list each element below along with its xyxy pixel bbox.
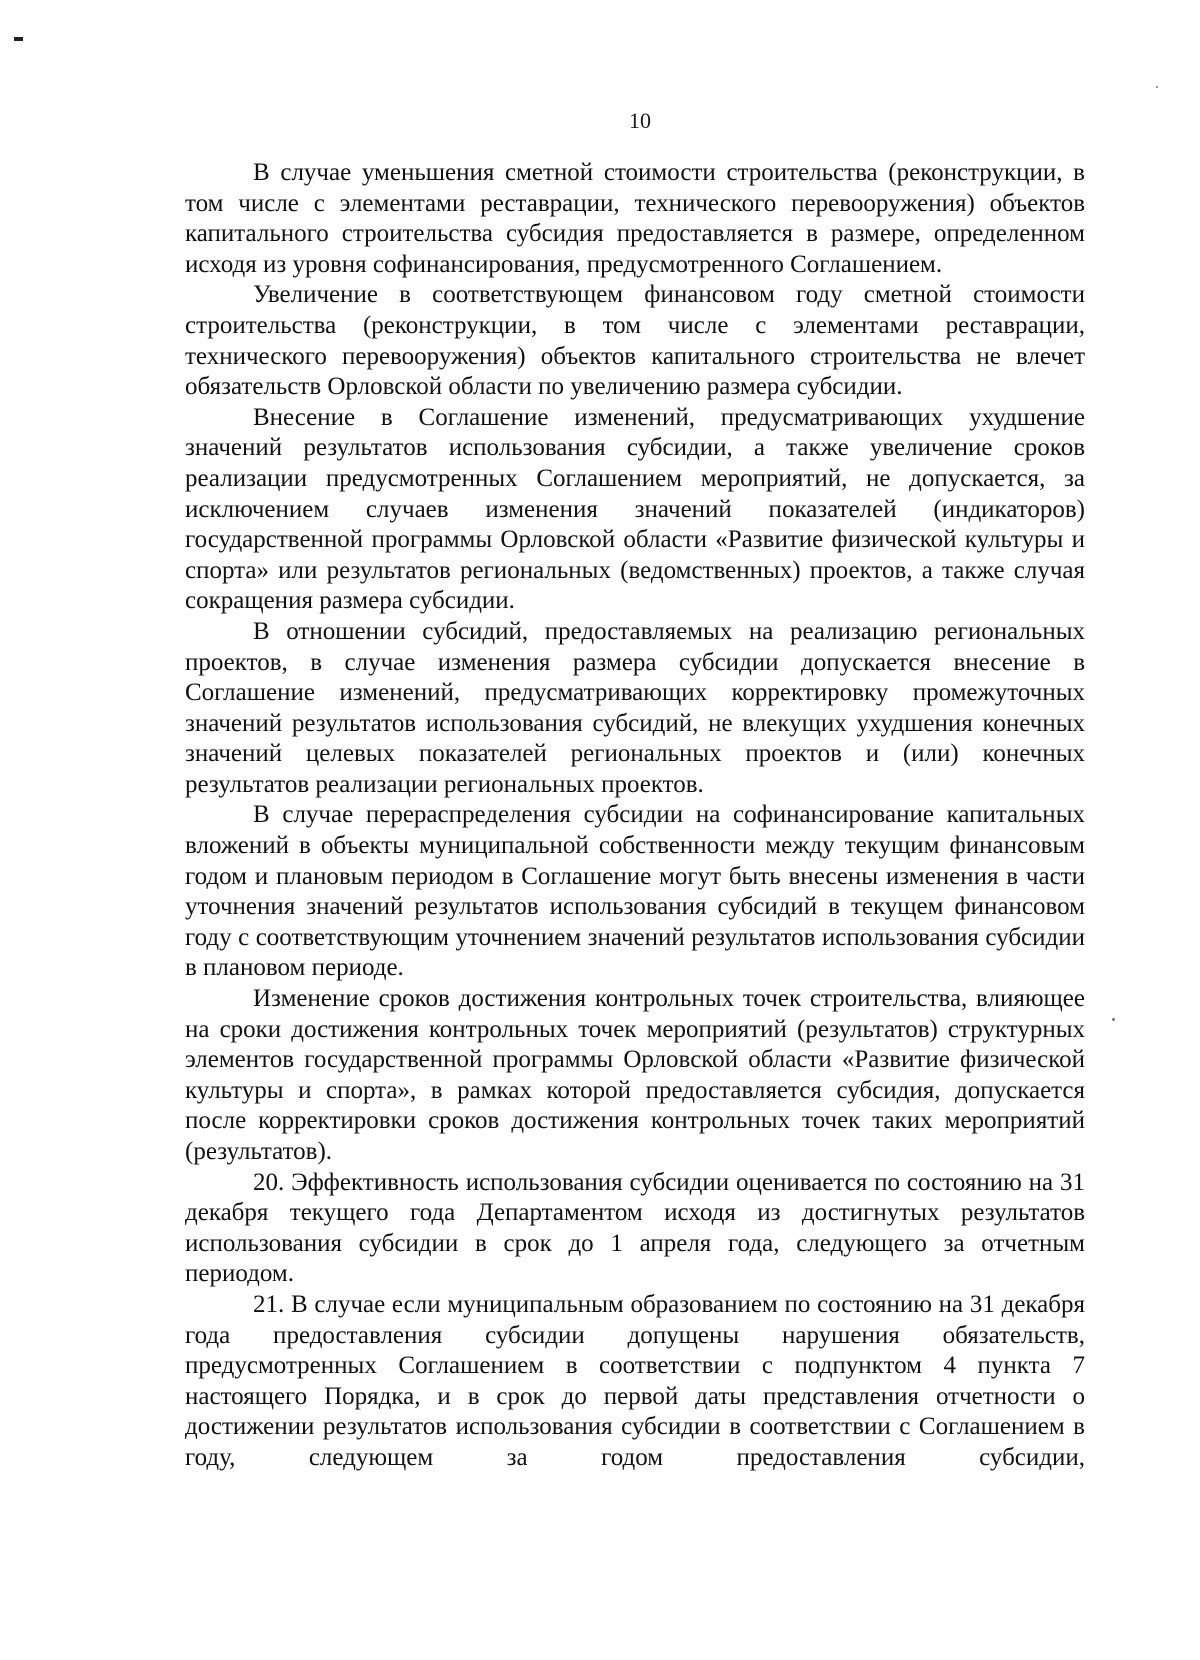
document-body [185,158,1085,1474]
paragraph-item-20: 20. Эффективность использования субсидии оценивается по состоянию на 31 декабря текущего года Департаментом исходя из достигнутых результатов использования субсидии в срок до 1 апреля года, следующего за отчетным периодом. [185,1168,1085,1288]
scan-speck [1156,86,1158,88]
scan-speck [1112,1018,1115,1021]
paragraph-control-points: Изменение сроков достижения контрольных точек строительства, влияющее на сроки достижения контрольных точек мероприятий (результатов) структурных элементов государственной программы Орловской области «Развитие физической культуры и спорта», в рамках которой предоставляется субсидия, допускается после корректировки сроков достижения контрольных точек таких мероприятий (результатов). [185,985,1085,1165]
paragraph-regional-projects: В отношении субсидий, предоставляемых на реализацию региональных проектов, в случае изменения размера субсидии допускается внесение в Соглашение изменений, предусматривающих корректировку промежуточных значений результатов использования субсидий, не влекущих ухудшения конечных значений целевых показателей региональных проектов и (или) конечных результатов реализации региональных проектов. [185,617,1085,798]
paragraph-estimate-decrease: В случае уменьшения сметной стоимости строительства (реконструкции, в том числе с элементами реставрации, технического перевооружения) объектов капитального строительства субсидия предоставляется в размере, определенном исходя из уровня софинансирования, предусмотренного Соглашением. [185,159,1085,278]
paragraph-redistribution: В случае перераспределения субсидии на софинансирование капитальных вложений в объекты муниципальной собственности между текущим финансовым годом и плановым периодом в Соглашение могут быть внесены изменения в части уточнения значений результатов использования субсидий в текущем финансовом году с соответствующим уточнением значений результатов использования субсидии в плановом периоде. [185,801,1085,982]
paragraph-estimate-increase: Увеличение в соответствующем финансовом году сметной стоимости строительства (реконструкции, в том числе с элементами реставрации, технического перевооружения) объектов капитального строительства не влечет обязательств Орловской области по увеличению размера субсидии. [185,281,1085,401]
page-number: 10 [629,108,651,133]
paragraph-item-21: 21. В случае если муниципальным образованием по состоянию на 31 декабря года предоставления субсидии допущены нарушения обязательств, предусмотренных Соглашением в соответствии с подпунктом 4 пункта 7 настоящего Порядка, и в срок до первой даты представления отчетности о достижении результатов использования субсидии в соответствии с Соглашением в году, следующем за годом предоставления субсидии, [185,1290,1085,1471]
paragraph-agreement-changes: Внесение в Соглашение изменений, предусматривающих ухудшение значений результатов использования субсидии, а также увеличение сроков реализации предусмотренных Соглашением мероприятий, не допускается, за исключением случаев изменения значений показателей (индикаторов) государственной программы Орловской области «Развитие физической культуры и спорта» или результатов региональных (ведомственных) проектов, а также случая сокращения размера субсидии. [185,403,1085,615]
scan-artifact [14,37,23,41]
